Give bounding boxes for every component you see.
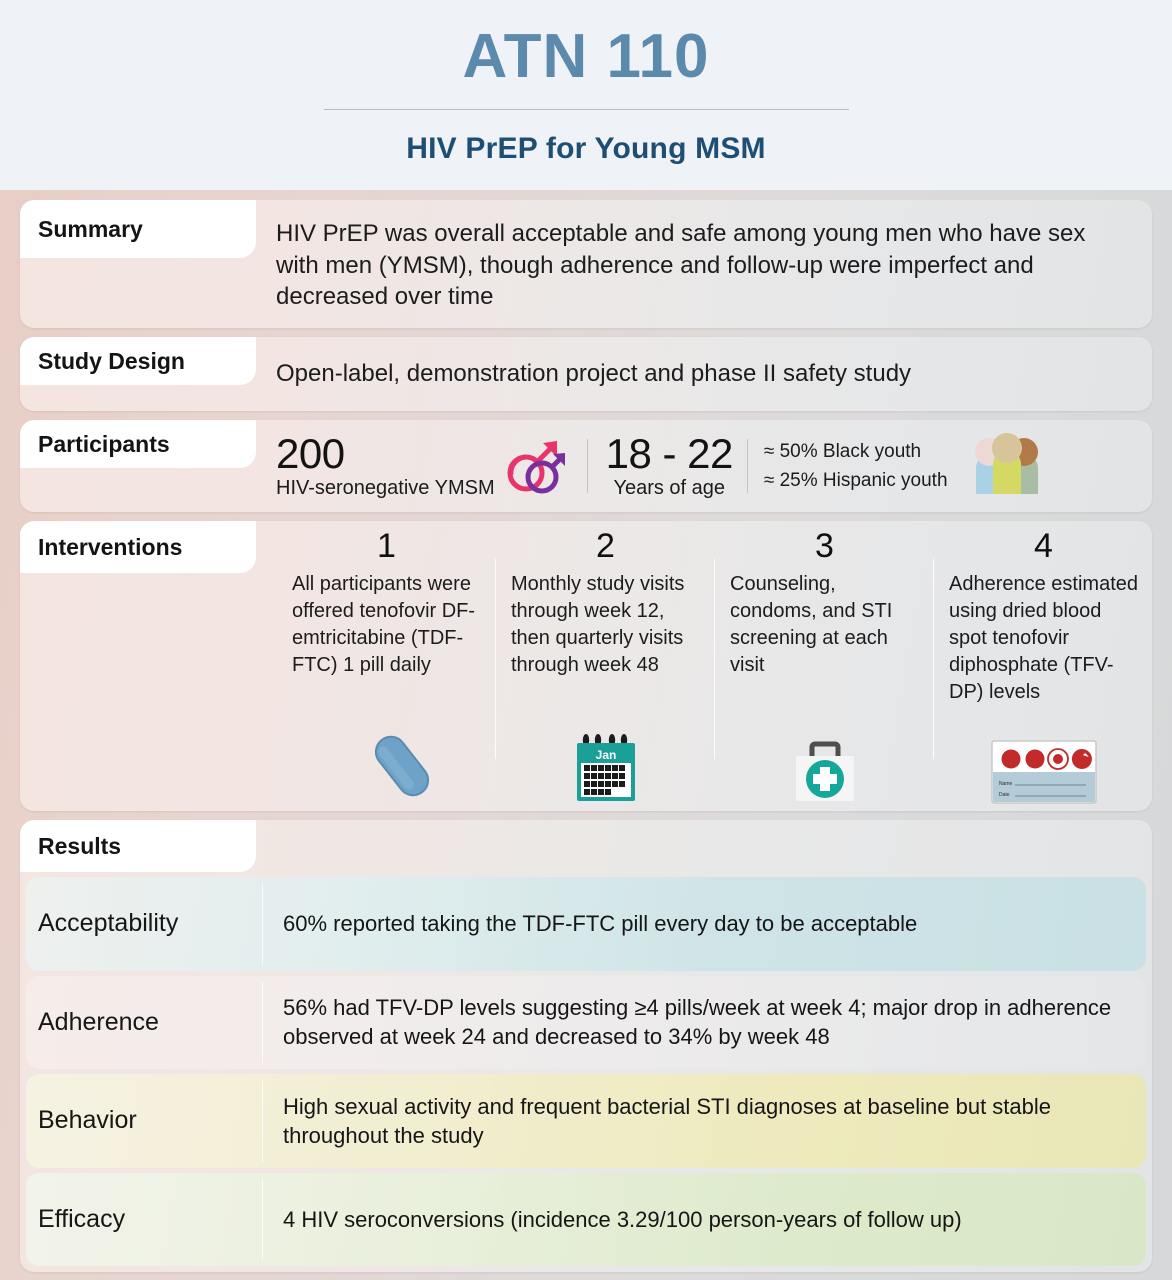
intervention-item — [933, 521, 1152, 811]
intervention-text: Counseling, condoms, and STI screening at each visit — [730, 573, 893, 676]
participants-count-group — [276, 420, 573, 512]
result-text: High sexual activity and frequent bacterial STI diagnoses at baseline but stable throughout the study — [283, 1093, 1052, 1148]
study-design-card — [20, 337, 1152, 411]
card-date-label: Date — [998, 792, 1010, 798]
result-label: Behavior — [38, 1106, 137, 1135]
participants-label-tab — [20, 420, 256, 468]
intervention-number: 1 — [377, 527, 396, 565]
participants-divider-1 — [587, 439, 588, 493]
participant-age-block — [605, 429, 733, 500]
interventions-label-tab — [20, 521, 256, 573]
results-label: Results — [38, 832, 122, 859]
results-label-tab — [20, 820, 256, 872]
page-title: ATN 110 — [462, 22, 710, 91]
participants-label: Participants — [38, 430, 170, 457]
intervention-number: 2 — [596, 527, 615, 565]
result-row — [26, 1074, 1146, 1168]
participant-count: 200 — [276, 429, 345, 477]
intervention-text: Adherence estimated using dried blood spot tenofovir diphosphate (TFV-DP) levels — [949, 573, 1139, 703]
page-header — [0, 0, 1172, 190]
intervention-text: Monthly study visits through week 12, then quarterly visits through week 48 — [511, 573, 685, 676]
participant-age-range: 18 - 22 — [605, 429, 733, 477]
intervention-number: 3 — [815, 527, 834, 565]
demographic-line: ≈ 50% Black youth — [763, 440, 922, 462]
participant-count-sublabel: HIV-seronegative YMSM — [276, 476, 495, 499]
interventions-card — [20, 521, 1152, 811]
intervention-text: All participants were offered tenofovir DF-emtricitabine (TDF-FTC) 1 pill daily — [292, 573, 476, 676]
participants-card — [20, 420, 1152, 512]
demographic-line: ≈ 25% Hispanic youth — [763, 470, 948, 491]
results-card — [20, 820, 1152, 1272]
two-male-symbols-icon — [505, 433, 569, 500]
participant-count-block — [276, 429, 495, 500]
intervention-item — [495, 521, 714, 811]
dried-blood-spot-card-icon — [949, 719, 1138, 805]
calendar-month-label: Jan — [595, 748, 616, 762]
card-name-label: Name — [998, 781, 1012, 787]
first-aid-kit-icon — [730, 719, 919, 805]
result-row — [26, 976, 1146, 1070]
summary-card — [20, 200, 1152, 328]
participant-age-sublabel: Years of age — [613, 476, 726, 499]
result-label: Adherence — [38, 1007, 159, 1036]
summary-text: HIV PrEP was overall acceptable and safe among young men who have sex with men (YMSM), though adherence and follow-up were imperfect and decreased over time — [276, 220, 1086, 311]
participants-divider-2 — [747, 439, 748, 493]
page-subtitle: HIV PrEP for Young MSM — [406, 132, 766, 166]
intervention-number: 4 — [1034, 527, 1053, 565]
study-design-label: Study Design — [38, 347, 185, 374]
content-band — [0, 190, 1172, 1280]
result-row — [26, 1173, 1146, 1267]
intervention-item — [714, 521, 933, 811]
result-label: Efficacy — [38, 1204, 126, 1233]
result-text: 4 HIV seroconversions (incidence 3.29/100 person-years of follow up) — [283, 1206, 962, 1232]
study-design-label-tab — [20, 337, 256, 385]
summary-label-tab — [20, 200, 256, 258]
result-text: 56% had TFV-DP levels suggesting ≥4 pills/week at week 4; major drop in adherence observed at week 24 and decreased to 34% by week 48 — [283, 995, 1112, 1050]
calendar-icon — [511, 719, 700, 805]
result-row — [26, 877, 1146, 971]
interventions-label: Interventions — [38, 533, 183, 560]
pill-icon — [292, 719, 481, 805]
participant-demographics-block — [764, 437, 948, 496]
result-label: Acceptability — [38, 909, 179, 938]
summary-label: Summary — [38, 215, 143, 242]
study-design-text: Open-label, demonstration project and phase II safety study — [276, 360, 912, 387]
three-people-icon — [966, 432, 1044, 501]
title-divider — [324, 109, 849, 110]
intervention-item — [276, 521, 495, 811]
result-text: 60% reported taking the TDF-FTC pill every day to be acceptable — [283, 911, 918, 937]
results-rows — [20, 872, 1152, 1272]
